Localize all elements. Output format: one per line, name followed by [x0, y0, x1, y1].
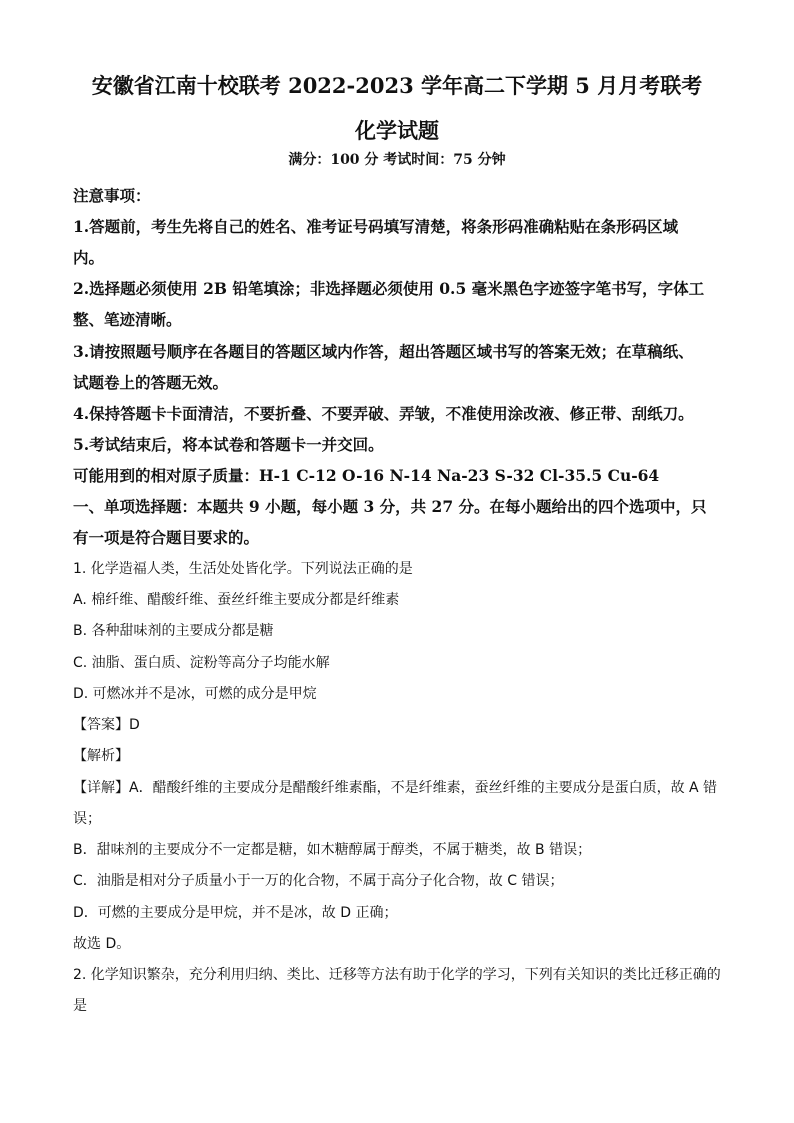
- answer-label: 【答案】D: [73, 717, 140, 733]
- notice-line: 4.保持答题卡卡面清洁，不要折叠、不要弄破、弄皱，不准使用涂改液、修正带、刮纸刀。: [73, 404, 694, 423]
- question-1-stem: 1. 化学造福人类，生活处处皆化学。下列说法正确的是: [73, 561, 413, 577]
- detail-line: 故选 D。: [73, 936, 131, 952]
- notice-line: 2.选择题必须使用 2B 铅笔填涂；非选择题必须使用 0.5 毫米黑色字迹签字笔书写，字体工: [73, 279, 705, 298]
- exam-title: 安徽省江南十校联考 2022-2023 学年高二下学期 5 月月考联考: [91, 73, 703, 98]
- notice-heading: 注意事项：: [73, 186, 151, 205]
- detail-line: D．可燃的主要成分是甲烷，并不是冰，故 D 正确；: [73, 905, 398, 921]
- question-2-stem: 2. 化学知识繁杂，充分利用归纳、类比、迁移等方法有助于化学的学习，下列有关知识的类比迁移正确的: [73, 967, 721, 983]
- question-2-stem-cont: 是: [73, 998, 87, 1014]
- section-heading: 一、单项选择题：本题共 9 小题，每小题 3 分，共 27 分。在每小题给出的四个选项中，只: [73, 497, 707, 516]
- atomic-masses: 可能用到的相对原子质量：H-1 C-12 O-16 N-14 Na-23 S-32 Cl-35.5 Cu-64: [73, 466, 660, 485]
- notice-line: 试题卷上的答题无效。: [73, 373, 229, 392]
- analysis-heading: 【解析】: [73, 748, 129, 764]
- exam-meta: 满分：100 分 考试时间：75 分钟: [288, 152, 506, 168]
- detail-line: B．甜味剂的主要成分不一定都是糖，如木糖醇属于醇类，不属于糖类，故 B 错误；: [73, 842, 592, 858]
- question-1-option-a: A. 棉纤维、醋酸纤维、蚕丝纤维主要成分都是纤维素: [73, 592, 400, 608]
- exam-subtitle: 化学试题: [355, 118, 439, 143]
- question-1-option-d: D. 可燃冰并不是冰，可燃的成分是甲烷: [73, 686, 317, 702]
- question-1-option-c: C. 油脂、蛋白质、淀粉等高分子均能水解: [73, 655, 330, 671]
- notice-line: 内。: [73, 248, 105, 267]
- detail-line: C．油脂是相对分子质量小于一万的化合物，不属于高分子化合物，故 C 错误；: [73, 873, 564, 889]
- notice-line: 5.考试结束后，将本试卷和答题卡一并交回。: [73, 435, 384, 454]
- detail-line: 误；: [73, 811, 101, 827]
- notice-line: 整、笔迹清晰。: [73, 310, 182, 329]
- question-1-option-b: B. 各种甜味剂的主要成分都是糖: [73, 623, 274, 639]
- notice-line: 3.请按照题号顺序在各题目的答题区域内作答，超出答题区域书写的答案无效；在草稿纸、: [73, 342, 694, 361]
- detail-line: 【详解】A．醋酸纤维的主要成分是醋酸纤维素酯，不是纤维素，蚕丝纤维的主要成分是蛋白质，故 A 错: [73, 780, 718, 796]
- section-heading-cont: 有一项是符合题目要求的。: [73, 528, 260, 547]
- notice-line: 1.答题前，考生先将自己的姓名、准考证号码填写清楚，将条形码准确粘贴在条形码区域: [73, 217, 679, 236]
